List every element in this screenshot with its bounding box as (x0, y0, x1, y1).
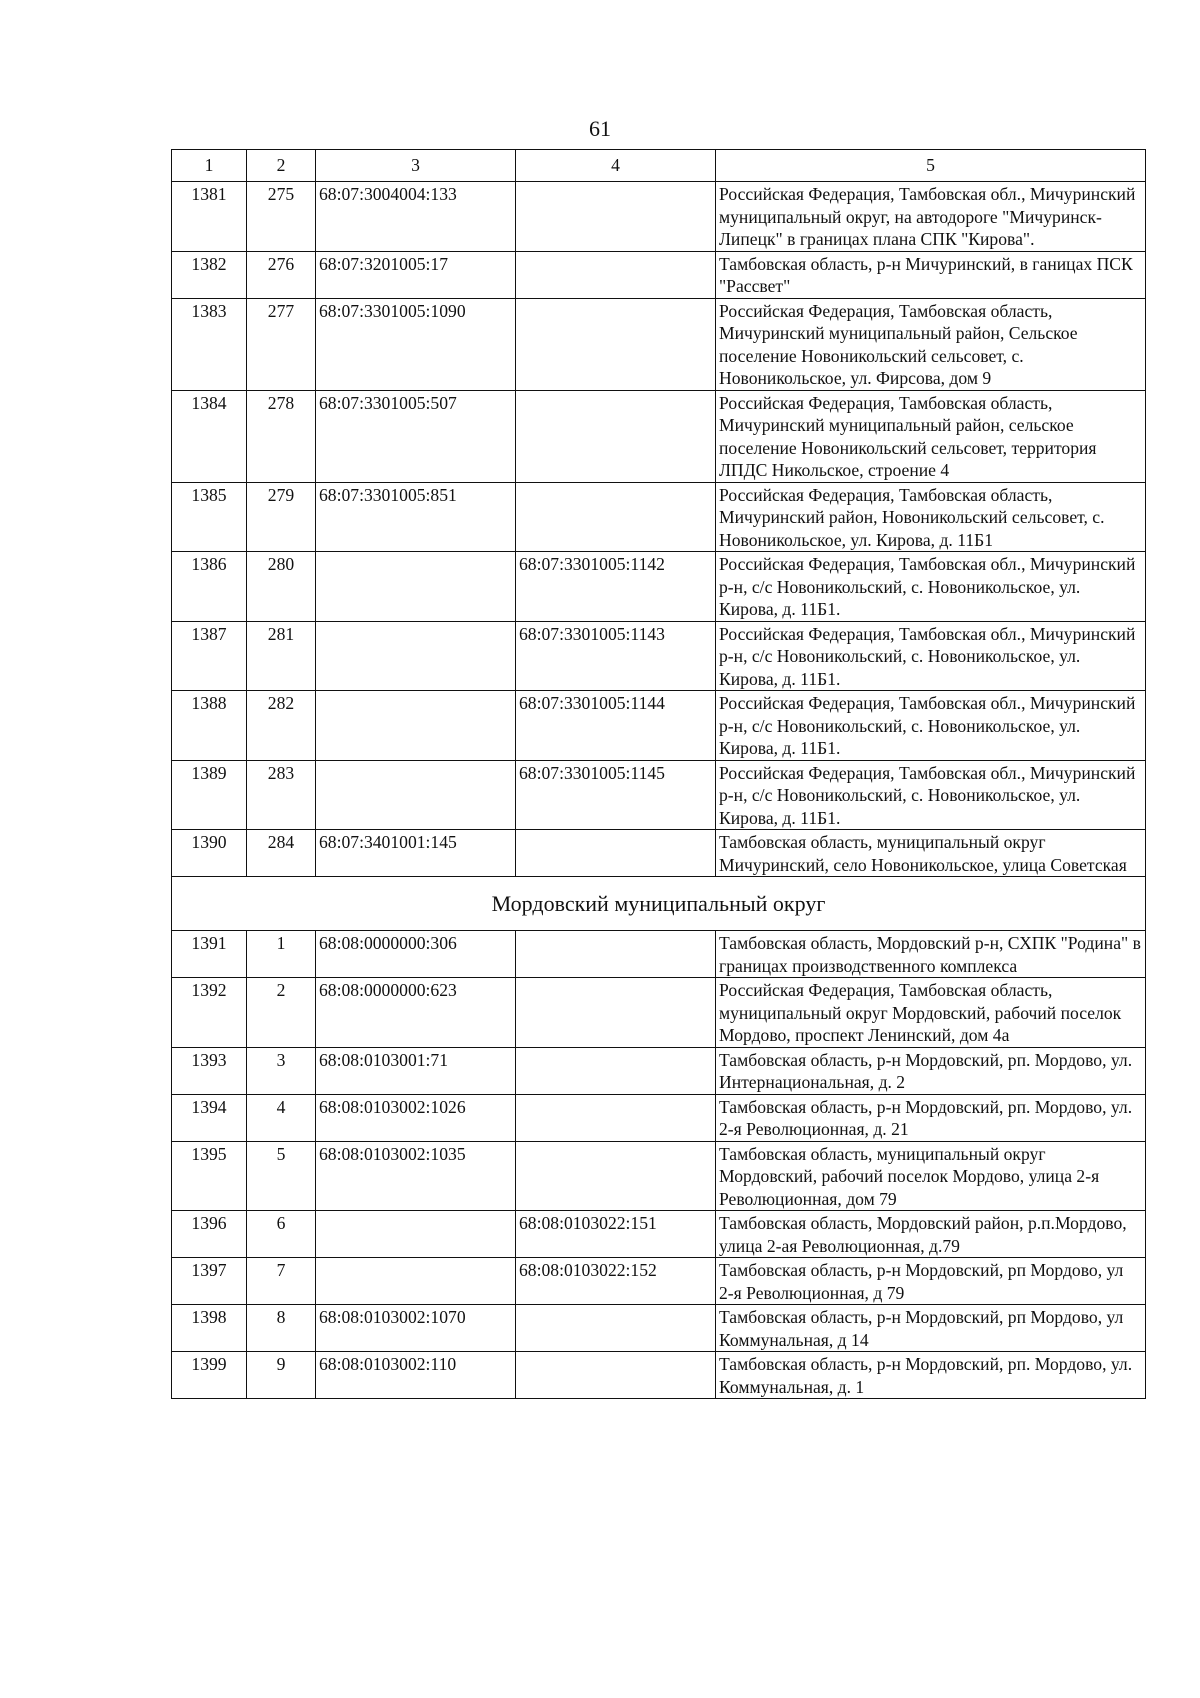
section-title: Мордовский муниципальный округ (172, 877, 1146, 931)
table-row (172, 1094, 1146, 1141)
table-row (172, 760, 1146, 830)
row-index-cell: 278 (247, 390, 316, 482)
row-index-cell: 9 (247, 1352, 316, 1399)
cadastral-parcel-cell: 68:07:3004004:133 (316, 182, 516, 252)
cadastral-parcel-cell: 68:08:0000000:623 (316, 978, 516, 1048)
cadastral-object-cell (516, 830, 716, 877)
cadastral-parcel-cell (316, 552, 516, 622)
table-row (172, 298, 1146, 390)
row-index-cell: 284 (247, 830, 316, 877)
table-row (172, 552, 1146, 622)
cadastral-object-cell (516, 1094, 716, 1141)
cadastral-object-cell (516, 182, 716, 252)
cadastral-parcel-cell: 68:07:3301005:507 (316, 390, 516, 482)
column-header-3: 3 (316, 150, 516, 182)
table-row (172, 691, 1146, 761)
row-index-cell: 277 (247, 298, 316, 390)
row-number-cell: 1387 (172, 621, 247, 691)
cadastral-parcel-cell: 68:08:0103002:1026 (316, 1094, 516, 1141)
table-row (172, 182, 1146, 252)
cadastral-parcel-cell: 68:07:3201005:17 (316, 251, 516, 298)
section-row (172, 877, 1146, 931)
row-number-cell: 1382 (172, 251, 247, 298)
row-number-cell: 1397 (172, 1258, 247, 1305)
row-number-cell: 1386 (172, 552, 247, 622)
row-index-cell: 2 (247, 978, 316, 1048)
address-cell: Российская Федерация, Тамбовская обл., Мичуринский р-н, с/с Новоникольский, с. Новоникольское, ул. Кирова, д. 11Б1. (716, 760, 1146, 830)
table-row (172, 621, 1146, 691)
row-index-cell: 279 (247, 482, 316, 552)
address-cell: Российская Федерация, Тамбовская обл., Мичуринский муниципальный округ, на автодороге "Мичуринск-Липецк" в границах плана СПК "Кирова". (716, 182, 1146, 252)
address-cell: Тамбовская область, р-н Мордовский, рп Мордово, ул Коммунальная, д 14 (716, 1305, 1146, 1352)
row-index-cell: 275 (247, 182, 316, 252)
row-number-cell: 1396 (172, 1211, 247, 1258)
row-number-cell: 1388 (172, 691, 247, 761)
address-cell: Тамбовская область, р-н Мордовский, рп. Мордово, ул. 2-я Революционная, д. 21 (716, 1094, 1146, 1141)
cadastral-parcel-cell: 68:08:0000000:306 (316, 931, 516, 978)
row-index-cell: 276 (247, 251, 316, 298)
row-index-cell: 7 (247, 1258, 316, 1305)
address-cell: Тамбовская область, муниципальный округ Мичуринский, село Новоникольское, улица Советская (716, 830, 1146, 877)
address-cell: Российская Федерация, Тамбовская область, муниципальный округ Мордовский, рабочий поселок Мордово, проспект Ленинский, дом 4а (716, 978, 1146, 1048)
row-index-cell: 283 (247, 760, 316, 830)
address-cell: Тамбовская область, Мордовский р-н, СХПК "Родина" в границах производственного комплекса (716, 931, 1146, 978)
column-header-1: 1 (172, 150, 247, 182)
row-index-cell: 281 (247, 621, 316, 691)
address-cell: Тамбовская область, муниципальный округ Мордовский, рабочий поселок Мордово, улица 2-я Революционная, дом 79 (716, 1141, 1146, 1211)
table-row (172, 978, 1146, 1048)
row-index-cell: 280 (247, 552, 316, 622)
row-number-cell: 1385 (172, 482, 247, 552)
row-number-cell: 1393 (172, 1047, 247, 1094)
address-cell: Российская Федерация, Тамбовская область, Мичуринский район, Новоникольский сельсовет, с. Новоникольское, ул. Кирова, д. 11Б1 (716, 482, 1146, 552)
cadastral-object-cell (516, 1047, 716, 1094)
column-header-2: 2 (247, 150, 316, 182)
row-index-cell: 5 (247, 1141, 316, 1211)
cadastral-parcel-cell: 68:07:3301005:851 (316, 482, 516, 552)
cadastral-parcel-cell (316, 1258, 516, 1305)
table-row (172, 1141, 1146, 1211)
address-cell: Российская Федерация, Тамбовская обл., Мичуринский р-н, с/с Новоникольский, с. Новоникольское, ул. Кирова, д. 11Б1. (716, 691, 1146, 761)
column-header-5: 5 (716, 150, 1146, 182)
page-number: 61 (589, 116, 611, 141)
address-cell: Тамбовская область, р-н Мордовский, рп. Мордово, ул. Коммунальная, д. 1 (716, 1352, 1146, 1399)
cadastral-parcel-cell: 68:08:0103001:71 (316, 1047, 516, 1094)
table-row (172, 931, 1146, 978)
row-index-cell: 4 (247, 1094, 316, 1141)
cadastral-object-cell: 68:07:3301005:1145 (516, 760, 716, 830)
row-number-cell: 1394 (172, 1094, 247, 1141)
row-number-cell: 1384 (172, 390, 247, 482)
cadastral-object-cell (516, 482, 716, 552)
address-cell: Тамбовская область, р-н Мордовский, рп Мордово, ул 2-я Революционная, д 79 (716, 1258, 1146, 1305)
cadastral-object-cell (516, 1305, 716, 1352)
row-number-cell: 1395 (172, 1141, 247, 1211)
cadastral-object-cell (516, 931, 716, 978)
table-row (172, 482, 1146, 552)
cadastral-object-cell: 68:07:3301005:1144 (516, 691, 716, 761)
cadastral-parcel-cell (316, 691, 516, 761)
cadastral-parcel-cell (316, 1211, 516, 1258)
cadastral-parcel-cell: 68:08:0103002:110 (316, 1352, 516, 1399)
row-number-cell: 1391 (172, 931, 247, 978)
address-cell: Российская Федерация, Тамбовская область, Мичуринский муниципальный район, сельское поселение Новоникольский сельсовет, территория ЛПДС Никольское, строение 4 (716, 390, 1146, 482)
row-index-cell: 1 (247, 931, 316, 978)
row-number-cell: 1398 (172, 1305, 247, 1352)
cadastral-object-cell (516, 1141, 716, 1211)
cadastral-parcel-cell (316, 760, 516, 830)
column-header-4: 4 (516, 150, 716, 182)
table-row (172, 830, 1146, 877)
table-row (172, 1352, 1146, 1399)
address-cell: Российская Федерация, Тамбовская область, Мичуринский муниципальный район, Сельское поселение Новоникольский сельсовет, с. Новоникольское, ул. Фирсова, дом 9 (716, 298, 1146, 390)
table-row (172, 1258, 1146, 1305)
address-cell: Российская Федерация, Тамбовская обл., Мичуринский р-н, с/с Новоникольский, с. Новоникольское, ул. Кирова, д. 11Б1. (716, 552, 1146, 622)
registry-table (171, 149, 1146, 1399)
cadastral-object-cell (516, 1352, 716, 1399)
row-index-cell: 8 (247, 1305, 316, 1352)
header-row (172, 150, 1146, 182)
cadastral-parcel-cell: 68:07:3401001:145 (316, 830, 516, 877)
cadastral-object-cell (516, 978, 716, 1048)
table-row (172, 1305, 1146, 1352)
row-index-cell: 282 (247, 691, 316, 761)
cadastral-parcel-cell: 68:08:0103002:1035 (316, 1141, 516, 1211)
cadastral-object-cell: 68:07:3301005:1142 (516, 552, 716, 622)
registry-table-body (172, 150, 1146, 1399)
cadastral-object-cell (516, 390, 716, 482)
row-number-cell: 1381 (172, 182, 247, 252)
cadastral-parcel-cell (316, 621, 516, 691)
address-cell: Тамбовская область, р-н Мордовский, рп. Мордово, ул. Интернациональная, д. 2 (716, 1047, 1146, 1094)
row-index-cell: 6 (247, 1211, 316, 1258)
row-number-cell: 1389 (172, 760, 247, 830)
address-cell: Тамбовская область, Мордовский район, р.п.Мордово, улица 2-ая Революционная, д.79 (716, 1211, 1146, 1258)
address-cell: Тамбовская область, р-н Мичуринский, в ганицах ПСК "Рассвет" (716, 251, 1146, 298)
table-row (172, 1211, 1146, 1258)
table-row (172, 390, 1146, 482)
address-cell: Российская Федерация, Тамбовская обл., Мичуринский р-н, с/с Новоникольский, с. Новоникольское, ул. Кирова, д. 11Б1. (716, 621, 1146, 691)
row-number-cell: 1390 (172, 830, 247, 877)
cadastral-object-cell: 68:07:3301005:1143 (516, 621, 716, 691)
row-index-cell: 3 (247, 1047, 316, 1094)
table-row (172, 251, 1146, 298)
row-number-cell: 1392 (172, 978, 247, 1048)
cadastral-object-cell: 68:08:0103022:152 (516, 1258, 716, 1305)
cadastral-object-cell (516, 298, 716, 390)
table-row (172, 1047, 1146, 1094)
cadastral-object-cell: 68:08:0103022:151 (516, 1211, 716, 1258)
row-number-cell: 1399 (172, 1352, 247, 1399)
cadastral-object-cell (516, 251, 716, 298)
row-number-cell: 1383 (172, 298, 247, 390)
cadastral-parcel-cell: 68:07:3301005:1090 (316, 298, 516, 390)
cadastral-parcel-cell: 68:08:0103002:1070 (316, 1305, 516, 1352)
